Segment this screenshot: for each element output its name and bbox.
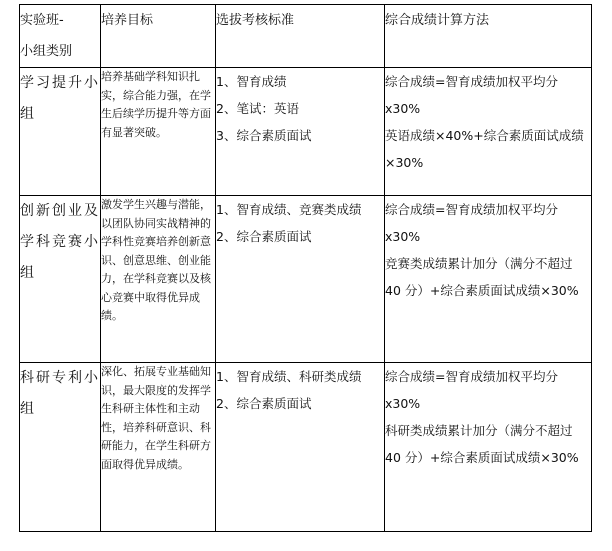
table-row — [20, 196, 592, 363]
criteria-cell — [216, 68, 385, 196]
table-row — [20, 68, 592, 196]
criteria-item: 3、综合素质面试 — [216, 128, 312, 143]
table-row — [20, 363, 592, 532]
header-goal — [101, 5, 216, 68]
calc-formula: 综合成绩=智育成绩加权平均分 x30% — [385, 369, 558, 411]
calc-formula: 科研类成绩累计加分（满分不超过 40 分）+综合素质面试成绩×30% — [385, 423, 579, 465]
criteria-item: 1、智育成绩、科研类成绩 — [216, 369, 362, 384]
calc-formula: 竞赛类成绩累计加分（满分不超过 40 分）+综合素质面试成绩×30% — [385, 256, 579, 298]
criteria-cell — [216, 196, 385, 363]
goal-cell: 培养基础学科知识扎实，综合能力强，在学生后续学历提升等方面有显著突破。 — [101, 68, 216, 196]
calc-formula: 综合成绩=智育成绩加权平均分 x30% — [385, 202, 558, 244]
goal-cell: 深化、拓展专业基础知识，最大限度的发挥学生科研主体性和主动性，培养科研意识、科研能力，在学生科研方面取得优异成绩。 — [101, 363, 216, 532]
header-row — [20, 5, 592, 68]
header-class-type — [20, 5, 101, 68]
header-criteria-text: 选拔考核标准 — [216, 13, 295, 28]
category-cell: 科研专利小组 — [20, 363, 101, 532]
criteria-item: 2、笔试：英语 — [216, 101, 299, 116]
criteria-item: 1、智育成绩、竞赛类成绩 — [216, 202, 362, 217]
header-criteria — [216, 5, 385, 68]
header-class-type-line1: 实验班- — [20, 13, 64, 28]
calc-formula: 英语成绩×40%+综合素质面试成绩×30% — [385, 128, 584, 170]
criteria-item: 2、综合素质面试 — [216, 229, 312, 244]
calc-formula: 综合成绩=智育成绩加权平均分 x30% — [385, 74, 558, 116]
header-goal-text: 培养目标 — [101, 13, 154, 28]
goal-cell: 激发学生兴趣与潜能，以团队协同实战精神的学科性竞赛培养创新意识、创意思维、创业能力，在学科竞赛以及核心竞赛中取得优异成绩。 — [101, 196, 216, 363]
header-class-type-line2: 小组类别 — [20, 44, 73, 59]
calc-cell — [385, 363, 592, 532]
category-cell: 创新创业及学科竞赛小组 — [20, 196, 101, 363]
criteria-item: 1、智育成绩 — [216, 74, 287, 89]
selection-table — [19, 4, 592, 532]
criteria-item: 2、综合素质面试 — [216, 396, 312, 411]
header-calc-method-text: 综合成绩计算方法 — [385, 13, 490, 28]
header-calc-method — [385, 5, 592, 68]
criteria-cell — [216, 363, 385, 532]
category-cell: 学习提升小组 — [20, 68, 101, 196]
calc-cell — [385, 68, 592, 196]
calc-cell — [385, 196, 592, 363]
